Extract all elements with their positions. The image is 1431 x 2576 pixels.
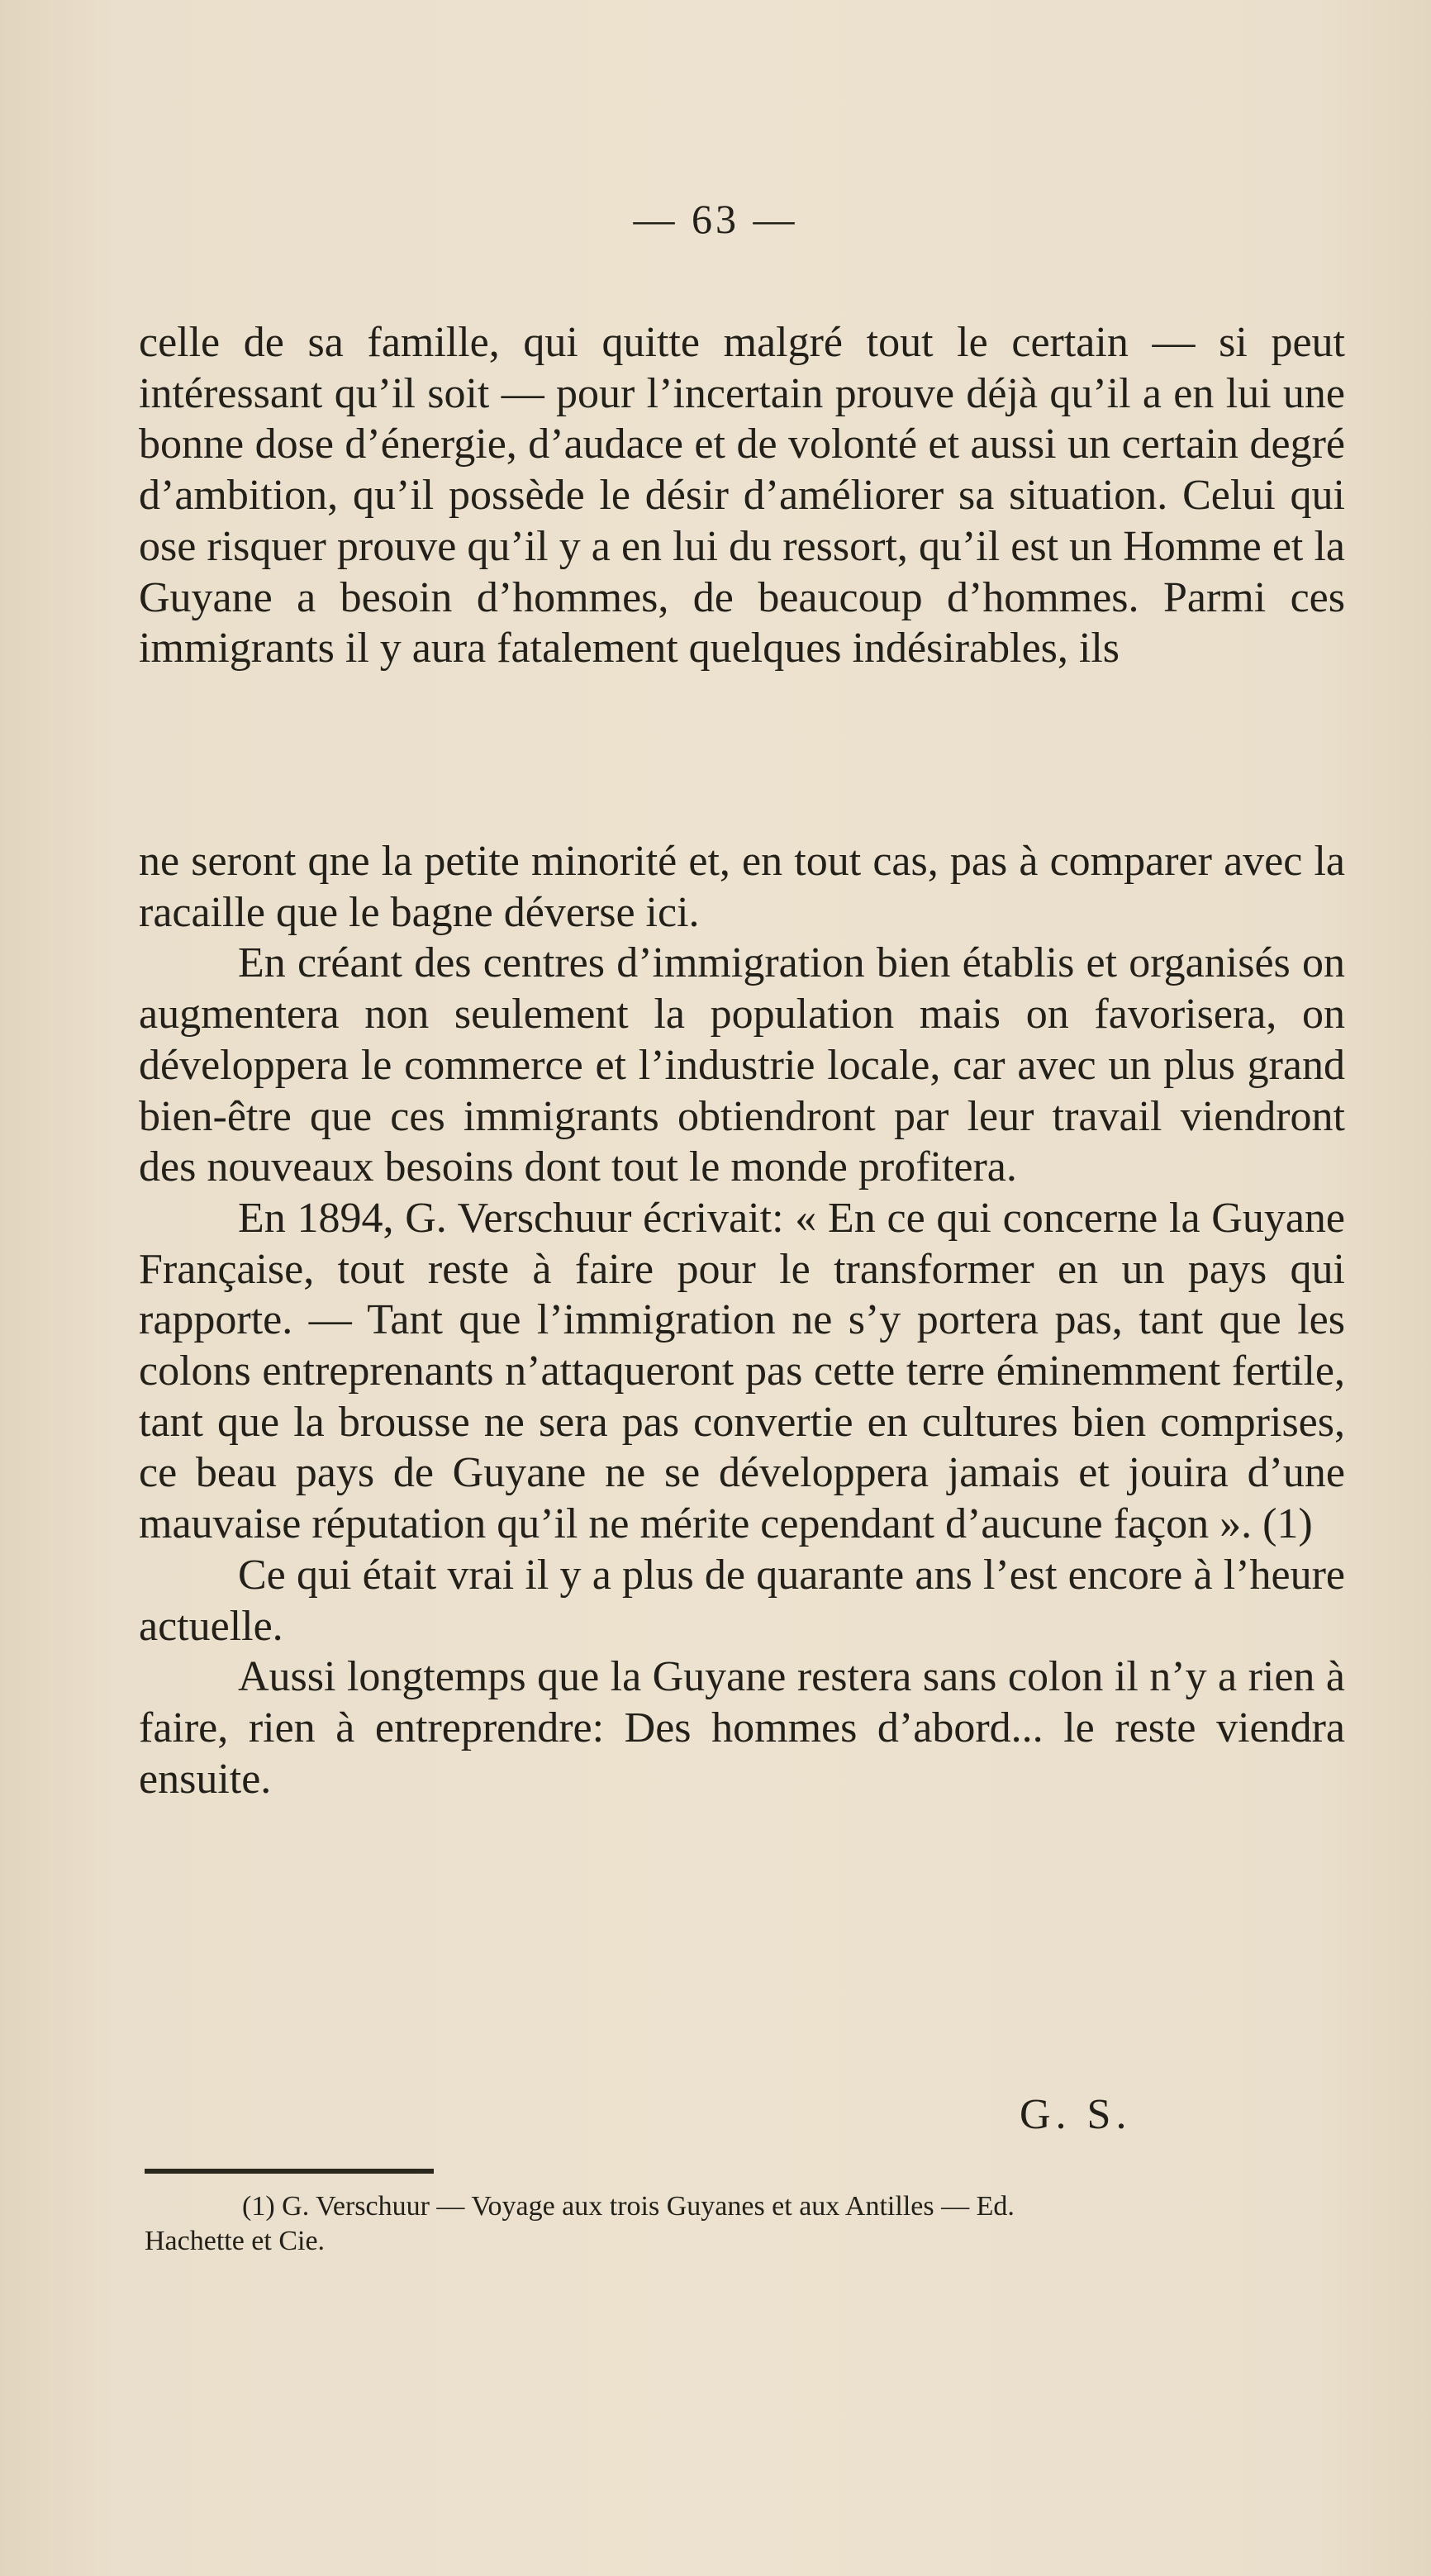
paragraph-conclusion: Aussi longtemps que la Guyane restera sans colon il n’y a rien à faire, rien à entreprendre: Des hommes d’abord... le reste viendra ensuite. bbox=[139, 1653, 1345, 1803]
page-number: — 63 — bbox=[633, 196, 798, 242]
paragraph-verschuur-quote: En 1894, G. Verschuur écrivait: « En ce qui concerne la Guyane Française, tout reste à faire pour le transformer en un pays qui rapporte. — Tant que l’immigration ne s’y portera pas, tant que les colons entreprenants n’attaqueront pas cette terre éminemment fertile, tant que la brousse ne sera pas convertie en cultures bien comprises, ce beau pays de Guyane ne se développera jamais et jouira d’une mauvaise réputation qu’il ne mérite cependant d’aucune façon ». (1) bbox=[139, 1194, 1345, 1548]
body-text-upper bbox=[139, 317, 1345, 674]
footnote-line-1: (1) G. Verschuur — Voyage aux trois Guyanes et aux Antilles — Ed. bbox=[242, 2191, 1015, 2222]
footnote bbox=[145, 2189, 1372, 2259]
footnote-line-2: Hachette et Cie. bbox=[145, 2226, 326, 2256]
paragraph-continuation: celle de sa famille, qui quitte malgré tout le certain — si peut intéressant qu’il soit — pour l’incertain prouve déjà qu’il a en lui une bonne dose d’énergie, d’audace et de volonté et aussi un certain degré d’ambition, qu’il possède le désir d’améliorer sa situation. Celui qui ose risquer prouve qu’il y a en lui du ressort, qu’il est un Homme et la Guyane a besoin d’hommes, de beaucoup d’hommes. Parmi ces immigrants il y aura fatalement quelques indésirables, ils bbox=[139, 319, 1345, 673]
body-text-lower bbox=[139, 836, 1345, 1804]
paragraph-still-true: Ce qui était vrai il y a plus de quarante ans l’est encore à l’heure actuelle. bbox=[139, 1551, 1345, 1650]
paragraph-continuation-end: ne seront qne la petite minorité et, en tout cas, pas à comparer avec la racaille que le bagne déverse ici. bbox=[139, 838, 1345, 936]
paragraph-immigration-centres: En créant des centres d’immigration bien établis et organisés on augmentera non seulement la population mais on favorisera, on développera le commerce et l’industrie locale, car avec un plus grand bien-être que ces immigrants obtiendront par leur travail viendront des nouveaux besoins dont tout le monde profitera. bbox=[139, 939, 1345, 1191]
footnote-divider bbox=[145, 2169, 434, 2174]
signature: G. S. bbox=[1020, 2091, 1132, 2138]
